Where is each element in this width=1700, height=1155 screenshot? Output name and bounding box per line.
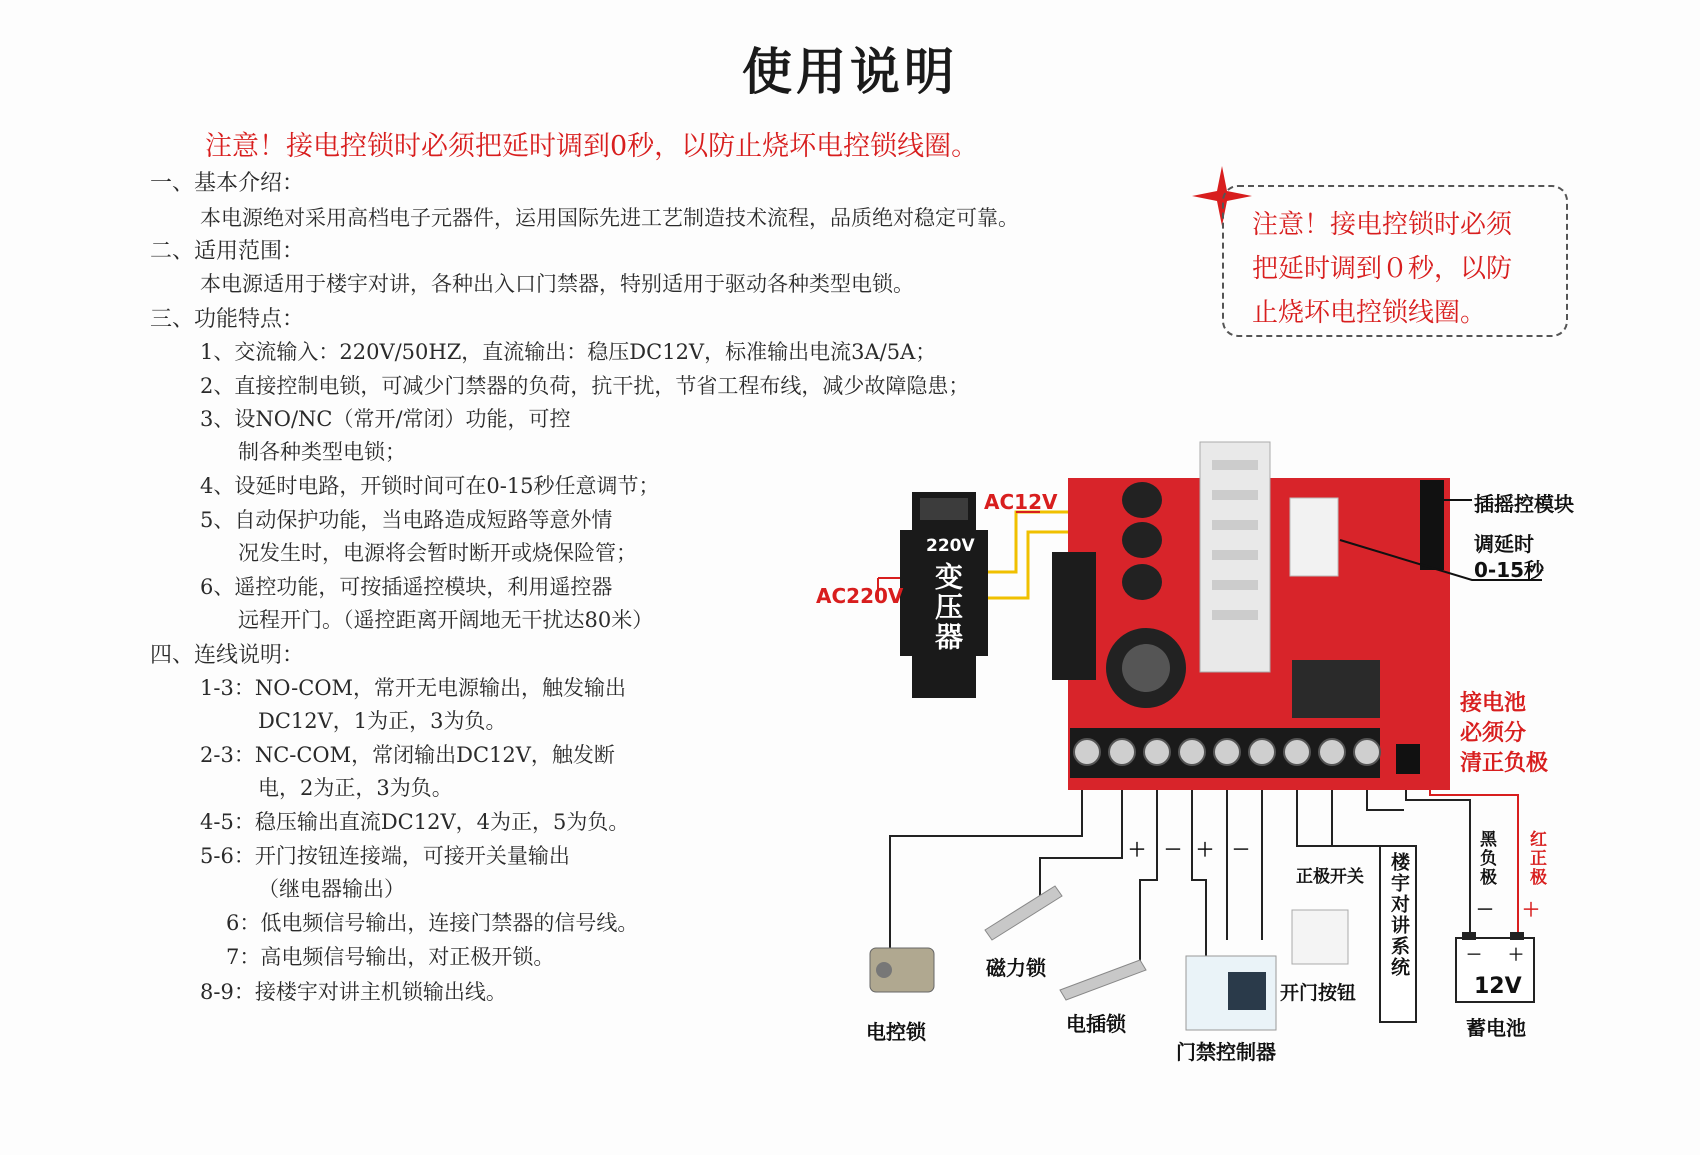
feature-item: 制各种类型电锁； [238,440,406,464]
transformer-voltage: 220V [926,536,975,556]
scope-heading: 二、适用范围： [150,239,305,264]
electric-lock-icon [870,948,934,992]
remote-header [1420,480,1444,570]
connector [1290,498,1338,576]
wiring-item: 1-3：NO-COM，常开无电源输出，触发输出 [200,676,627,700]
wiring-item: 7：高电频信号输出，对正极开锁。 [226,945,555,969]
exit-button-icon [1292,910,1348,964]
feature-item: 5、自动保护功能，当电路造成短路等意外情 [200,508,613,532]
remote-module-label: 插摇控模块 [1474,492,1574,516]
feature-item: 2、直接控制电锁，可减少门禁器的负荷，抗干扰，节省工程布线，减少故障隐患； [200,374,970,398]
battery-note: 必须分 [1460,721,1527,746]
exit-button-label: 开门按钮 [1280,982,1357,1004]
feature-item: 远程开门。（遥控距离开阔地无干扰达80米） [238,608,654,632]
page-title: 使用说明 [742,42,958,101]
access-controller-label: 门禁控制器 [1176,1040,1276,1064]
intercom-label: 楼宇对讲系统 [1388,852,1410,978]
wiring-item: 8-9：接楼宇对讲主机锁输出线。 [200,980,507,1004]
access-controller-icon [1186,956,1276,1030]
intro-text: 本电源绝对采用高档电子元器件，运用国际先进工艺制造技术流程，品质绝对稳定可靠。 [200,206,1019,230]
plus-sign: ＋ [1128,840,1146,861]
scope-text: 本电源适用于楼宇对讲，各种出入口门禁器，特别适用于驱动各种类型电锁。 [200,272,914,296]
delay-label: 调延时 [1474,532,1534,556]
battery-voltage: 12V [1474,974,1522,999]
warning-note-box [1222,185,1568,337]
features-heading: 三、功能特点： [150,307,305,332]
magnetic-lock-label: 磁力锁 [986,956,1046,980]
ac220v-label: AC220V [816,584,904,608]
wiring-item: （继电器输出） [258,877,405,901]
fuse-block [1052,552,1096,680]
wiring-item: 6：低电频信号输出，连接门禁器的信号线。 [226,911,639,935]
plus-sign: ＋ [1196,840,1214,861]
battery-note: 接电池 [1460,691,1527,716]
bolt-lock-icon [1060,960,1146,1000]
ac12v-label: AC12V [984,490,1058,514]
electric-lock-label: 电控锁 [866,1020,926,1044]
battery-minus: － [1466,945,1483,964]
wiring-item: 5-6：开门按钮连接端，可接开关量输出 [200,844,570,868]
feature-item: 6、遥控功能，可按插遥控模块，利用遥控器 [200,575,613,599]
battery-label: 蓄电池 [1466,1016,1526,1040]
note-line: 注意！接电控锁时必须 [1252,210,1513,240]
wiring-item: DC12V，1为正，3为负。 [258,709,507,733]
red-pos-label: 红正极 [1526,830,1546,887]
transformer-label: 变压器 [931,562,964,652]
battery-plus: ＋ [1508,945,1525,964]
warning-banner: 注意！接电控锁时必须把延时调到0秒，以防止烧坏电控锁线圈。 [205,131,979,162]
feature-item: 1、交流输入：220V/50HZ，直流输出：稳压DC12V，标准输出电流3A/5A； [200,340,937,364]
wiring-item: 电，2为正，3为负。 [258,776,453,800]
delay-range: 0-15秒 [1474,558,1545,582]
battery-note: 清正负极 [1460,751,1549,776]
wiring-heading: 四、连线说明： [150,643,305,668]
minus-sign: － [1232,840,1250,861]
bolt-lock-label: 电插锁 [1066,1012,1126,1036]
minus-sign: － [1476,900,1494,921]
intro-heading: 一、基本介绍： [150,171,305,196]
feature-item: 况发生时，电源将会暂时断开或烧保险管； [238,541,637,565]
note-line: 止烧坏电控锁线圈。 [1252,298,1487,328]
plus-sign: ＋ [1522,900,1540,921]
feature-item: 4、设延时电路，开锁时间可在0-15秒任意调节； [200,474,660,498]
relay [1292,660,1380,718]
note-line: 把延时调到０秒，以防 [1252,254,1513,284]
wiring-item: 2-3：NC-COM，常闭输出DC12V，触发断 [200,743,615,767]
positive-switch-label: 正极开关 [1296,867,1364,887]
feature-item: 3、设NO/NC（常开/常闭）功能，可控 [200,407,571,431]
black-neg-label: 黑负极 [1476,830,1496,887]
magnetic-lock-icon [985,886,1062,940]
wiring-item: 4-5：稳压输出直流DC12V，4为正，5为负。 [200,810,630,834]
minus-sign: － [1164,840,1182,861]
